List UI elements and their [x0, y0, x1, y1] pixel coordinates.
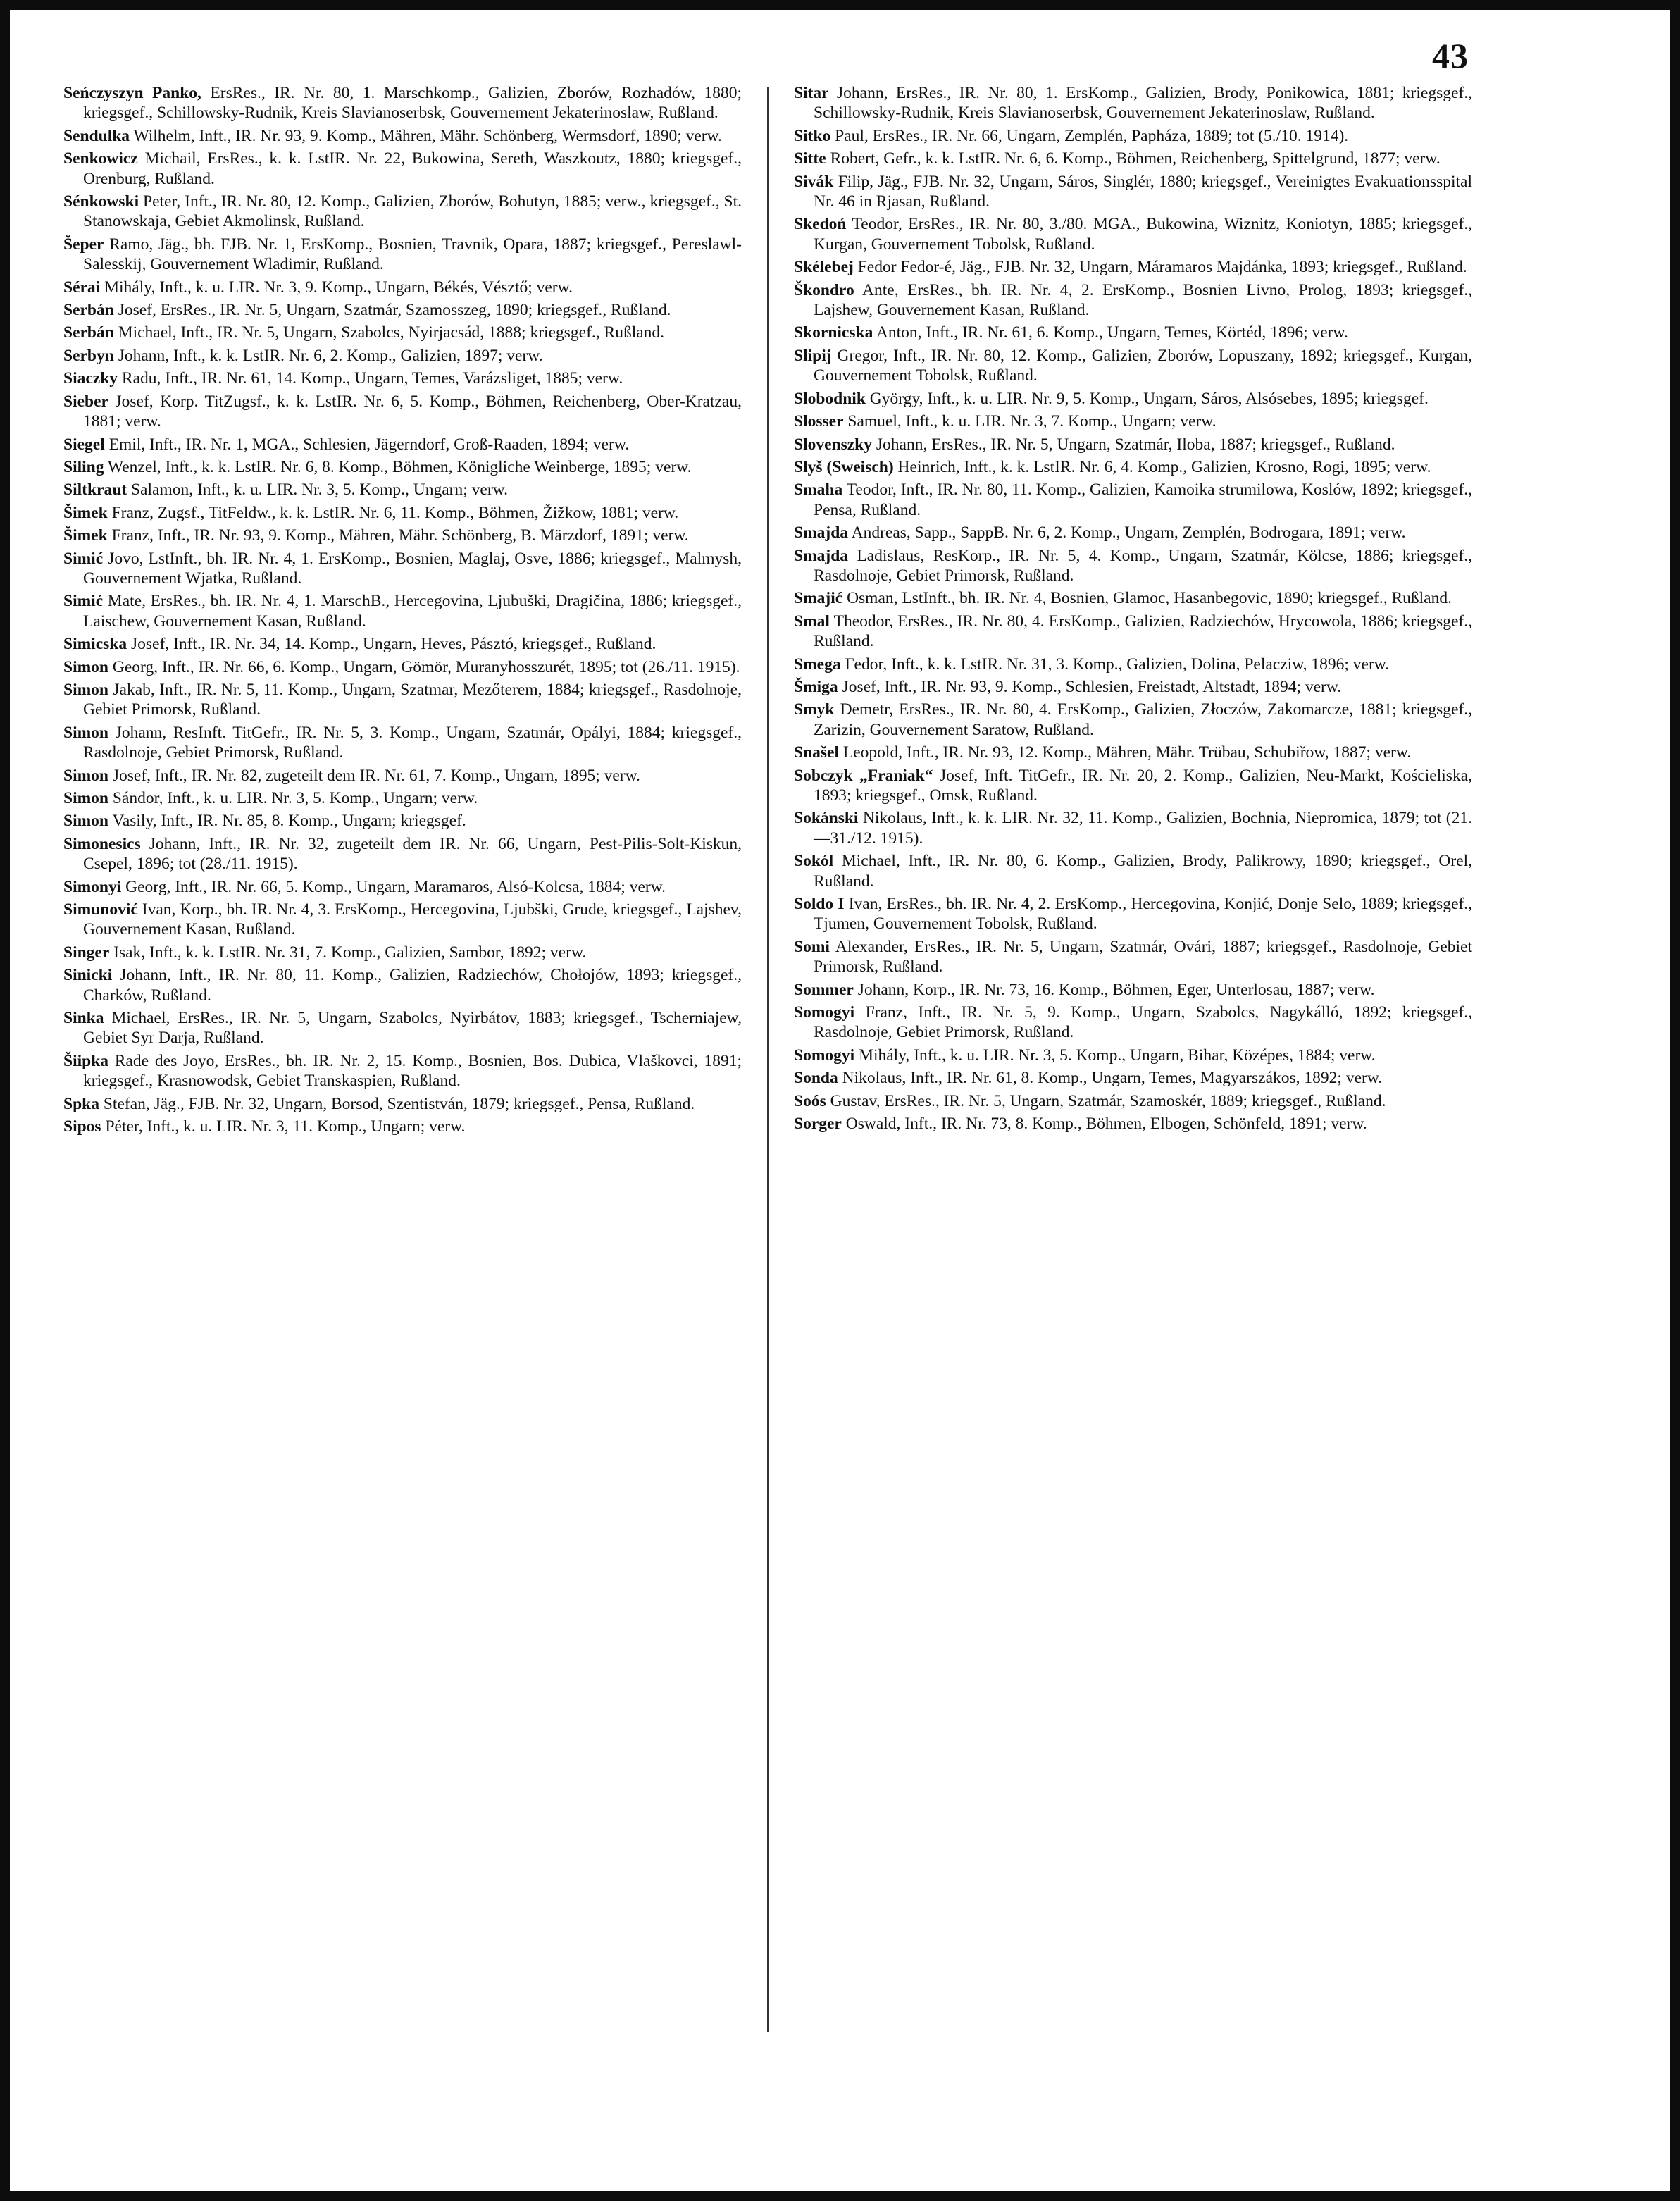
register-entry: [63, 680, 742, 720]
register-entry: [794, 612, 1472, 652]
entry-details: Fedor, Inft., k. k. LstIR. Nr. 31, 3. Komp., Galizien, Dolina, Pelacziw, 1896; verw.: [840, 655, 1390, 674]
entry-details: Filip, Jäg., FJB. Nr. 32, Ungarn, Sáros, Singlér, 1880; kriegsgef., Vereinigtes Evakuationsspital Nr. 46 in Rjasan, Rußland.: [814, 172, 1472, 211]
register-entry: [794, 83, 1472, 123]
register-entry: [63, 300, 742, 320]
entry-surname: Sobczyk „Franiak“: [794, 766, 933, 785]
entry-details: Nikolaus, Inft., IR. Nr. 61, 8. Komp., Ungarn, Temes, Magyarszákos, 1892; verw.: [838, 1069, 1383, 1088]
entry-surname: Skornicska: [794, 323, 873, 342]
entry-details: Vasily, Inft., IR. Nr. 85, 8. Komp., Ungarn; kriegsgef.: [108, 812, 466, 831]
entry-details: Ladislaus, ResKorp., IR. Nr. 5, 4. Komp., Ungarn, Szatmár, Kölcse, 1886; kriegsgef., Rasdolnoje, Gebiet Primorsk, Rußland.: [814, 546, 1472, 585]
entry-surname: Simicska: [63, 635, 127, 654]
entry-surname: Slosser: [794, 412, 844, 431]
entry-details: Johann, ResInft. TitGefr., IR. Nr. 5, 3. Komp., Ungarn, Szatmár, Opályi, 1884; kriegsgef., Rasdolnoje, Gebiet Primorsk, Rußland.: [83, 723, 742, 762]
entry-details: Heinrich, Inft., k. k. LstIR. Nr. 6, 4. Komp., Galizien, Krosno, Rogi, 1895; verw.: [893, 457, 1431, 476]
register-entry: [794, 808, 1472, 848]
register-entry: [794, 257, 1472, 277]
entry-details: Wilhelm, Inft., IR. Nr. 93, 9. Komp., Mähren, Mähr. Schönberg, Wermsdorf, 1890; verw.: [130, 126, 722, 145]
entry-details: Johann, Inft., IR. Nr. 32, zugeteilt dem IR. Nr. 66, Ungarn, Pest-Pilis-Solt-Kiskun, Csepel, 1896; tot (28./11. 1915).: [83, 834, 742, 874]
entry-surname: Simon: [63, 766, 108, 785]
entry-surname: Šimek: [63, 503, 108, 522]
entry-details: Samuel, Inft., k. u. LIR. Nr. 3, 7. Komp., Ungarn; verw.: [843, 412, 1217, 431]
entry-surname: Somi: [794, 937, 830, 956]
entry-details: Andreas, Sapp., SappB. Nr. 6, 2. Komp., Ungarn, Zemplén, Bodrogara, 1891; verw.: [848, 523, 1406, 542]
register-entry: [794, 766, 1472, 806]
entry-surname: Sitte: [794, 149, 826, 168]
entry-surname: Smal: [794, 612, 830, 631]
entry-surname: Sendulka: [63, 126, 130, 145]
register-entry: [63, 1117, 742, 1136]
entry-surname: Siaczky: [63, 369, 118, 388]
entry-surname: Simunović: [63, 900, 138, 919]
register-entry: [63, 723, 742, 763]
entry-details: Rade des Joyo, ErsRes., bh. IR. Nr. 2, 15. Komp., Bosnien, Bos. Dubica, Vlaškovci, 1891; kriegsgef., Krasnowodsk, Gebiet Transkaspien, Rußland.: [83, 1051, 742, 1091]
entry-details: Georg, Inft., IR. Nr. 66, 5. Komp., Ungarn, Maramaros, Alsó-Kolcsa, 1884; verw.: [121, 877, 666, 896]
register-entry: [63, 788, 742, 808]
entry-details: Teodor, Inft., IR. Nr. 80, 11. Komp., Galizien, Kamoika strumilowa, Koslów, 1892; kriegsgef., Pensa, Rußland.: [814, 480, 1472, 519]
entry-surname: Simon: [63, 812, 108, 831]
entry-surname: Smaha: [794, 480, 843, 500]
entry-surname: Šiipka: [63, 1051, 109, 1070]
entry-details: Péter, Inft., k. u. LIR. Nr. 3, 11. Komp., Ungarn; verw.: [101, 1117, 466, 1136]
entry-details: Fedor Fedor-é, Jäg., FJB. Nr. 32, Ungarn, Máramaros Majdánka, 1893; kriegsgef., Rußland.: [853, 258, 1467, 277]
entry-surname: Sivák: [794, 172, 834, 191]
register-entry: [794, 323, 1472, 342]
entry-details: Ivan, ErsRes., bh. IR. Nr. 4, 2. ErsKomp., Hercegovina, Konjić, Donje Selo, 1889; kriegsgef., Tjumen, Gouvernement Tobolsk, Rußland.: [814, 895, 1472, 934]
entry-details: Sándor, Inft., k. u. LIR. Nr. 3, 5. Komp., Ungarn; verw.: [108, 789, 478, 807]
register-entry: [63, 1008, 742, 1048]
entry-surname: Siltkraut: [63, 480, 127, 500]
entry-details: Michael, ErsRes., IR. Nr. 5, Ungarn, Szabolcs, Nyirbátov, 1883; kriegsgef., Tscherniajew, Gebiet Syr Darja, Rußland.: [83, 1009, 742, 1048]
register-entry: [794, 851, 1472, 891]
register-entry: [794, 1068, 1472, 1088]
register-entry: [63, 877, 742, 897]
entry-details: Salamon, Inft., k. u. LIR. Nr. 3, 5. Komp., Ungarn; verw.: [127, 480, 508, 500]
entry-surname: Soldo I: [794, 895, 845, 914]
entry-surname: Serbán: [63, 301, 114, 320]
register-entry: [794, 435, 1472, 454]
entry-details: Georg, Inft., IR. Nr. 66, 6. Komp., Ungarn, Gömör, Muranyhosszurét, 1895; tot (26./11. 1915).: [108, 657, 740, 676]
entry-details: Oswald, Inft., IR. Nr. 73, 8. Komp., Böhmen, Elbogen, Schönfeld, 1891; verw.: [841, 1115, 1367, 1134]
entry-details: Ivan, Korp., bh. IR. Nr. 4, 3. ErsKomp., Hercegovina, Ljubški, Grude, kriegsgef., Lajshev, Gouvernement Kasan, Rußland.: [83, 900, 742, 939]
register-entry: [63, 900, 742, 940]
register-entry: [794, 1046, 1472, 1065]
register-entry: [794, 588, 1472, 608]
register-entry: [794, 980, 1472, 1000]
page-number: 43: [1432, 36, 1469, 75]
entry-details: Michail, ErsRes., k. k. LstIR. Nr. 22, Bukowina, Sereth, Waszkoutz, 1880; kriegsgef., Orenburg, Rußland.: [83, 149, 742, 188]
entry-details: Josef, Inft. TitGefr., IR. Nr. 20, 2. Komp., Galizien, Neu-Markt, Kościeliska, 1893; kriegsgef., Omsk, Rußland.: [814, 766, 1472, 805]
register-entry: [63, 126, 742, 146]
entry-surname: Škondro: [794, 280, 854, 299]
entry-details: Gustav, ErsRes., IR. Nr. 5, Ungarn, Szatmár, Szamoskér, 1889; kriegsgef., Rußland.: [826, 1091, 1386, 1110]
register-entry: [63, 346, 742, 366]
entry-details: Mate, ErsRes., bh. IR. Nr. 4, 1. MarschB., Hercegovina, Ljubuški, Dragičina, 1886; kriegsgef., Laischew, Gouvernement Kasan, Rußland.: [83, 592, 742, 631]
entry-surname: Simonesics: [63, 834, 141, 853]
register-entry: [794, 894, 1472, 934]
register-entry: [63, 392, 742, 432]
entry-details: Franz, Inft., IR. Nr. 5, 9. Komp., Ungarn, Szabolcs, Nagykálló, 1892; kriegsgef., Rasdolnoje, Gebiet Primorsk, Rußland.: [814, 1003, 1472, 1042]
register-entry: [63, 480, 742, 500]
entry-surname: Šeper: [63, 235, 104, 254]
register-entry: [63, 549, 742, 589]
register-entry: [63, 457, 742, 477]
entry-surname: Smajda: [794, 546, 849, 565]
entry-details: Johann, Inft., IR. Nr. 80, 11. Komp., Galizien, Radziechów, Chołojów, 1893; kriegsgef., Charków, Rußland.: [83, 966, 742, 1005]
entry-surname: Šmiga: [794, 677, 838, 696]
entry-surname: Simon: [63, 789, 108, 807]
entry-surname: Slipij: [794, 346, 832, 365]
entry-surname: Sonda: [794, 1069, 838, 1088]
register-entry: [63, 323, 742, 342]
entry-surname: Skélebej: [794, 258, 854, 277]
entry-surname: Slyš (Sweisch): [794, 457, 894, 476]
register-entry: [794, 937, 1472, 977]
register-entry: [63, 657, 742, 677]
register-entry: [794, 457, 1472, 477]
register-entry: [794, 546, 1472, 586]
entry-surname: Sieber: [63, 392, 108, 411]
entry-surname: Šimek: [63, 526, 108, 545]
register-entry: [63, 834, 742, 874]
register-entry: [794, 389, 1472, 409]
entry-details: Johann, Korp., IR. Nr. 73, 16. Komp., Böhmen, Eger, Unterlosau, 1887; verw.: [853, 980, 1375, 999]
entry-details: Radu, Inft., IR. Nr. 61, 14. Komp., Ungarn, Temes, Varázsliget, 1885; verw.: [118, 369, 623, 388]
entry-surname: Sitar: [794, 84, 829, 102]
entry-surname: Sinicki: [63, 966, 113, 985]
entry-details: Peter, Inft., IR. Nr. 80, 12. Komp., Galizien, Zborów, Bohutyn, 1885; verw., kriegsgef., St. Stanowskaja, Gebiet Akmolinsk, Rußland.: [83, 192, 742, 231]
register-entry: [63, 591, 742, 631]
entry-surname: Senkowicz: [63, 149, 138, 168]
register-entry: [63, 766, 742, 786]
entry-surname: Sinka: [63, 1009, 104, 1028]
register-entry: [63, 192, 742, 232]
entry-details: György, Inft., k. u. LIR. Nr. 9, 5. Komp., Ungarn, Sáros, Alsósebes, 1895; kriegsgef.: [865, 389, 1429, 408]
entry-details: Theodor, ErsRes., IR. Nr. 80, 4. ErsKomp., Galizien, Radziechów, Hrycowola, 1886; kriegsgef., Rußland.: [814, 612, 1472, 651]
entry-details: Isak, Inft., k. k. LstIR. Nr. 31, 7. Komp., Galizien, Sambor, 1892; verw.: [109, 943, 587, 962]
register-entry: [794, 126, 1472, 146]
entry-surname: Simić: [63, 592, 104, 611]
entry-details: Osman, LstInft., bh. IR. Nr. 4, Bosnien, Glamoc, Hasanbegovic, 1890; kriegsgef., Rußland.: [842, 589, 1452, 608]
entry-details: Ramo, Jäg., bh. FJB. Nr. 1, ErsKomp., Bosnien, Travnik, Opara, 1887; kriegsgef., Pereslawl-Salesskij, Gouvernement Wladimir, Rußland.: [83, 235, 742, 274]
entry-surname: Singer: [63, 943, 110, 962]
register-entry: [794, 346, 1472, 386]
register-entry: [63, 1051, 742, 1091]
register-entry: [794, 411, 1472, 431]
entry-surname: Soós: [794, 1091, 826, 1110]
entry-surname: Somogyi: [794, 1003, 855, 1022]
register-entry: [794, 743, 1472, 762]
entry-details: Leopold, Inft., IR. Nr. 93, 12. Komp., Mähren, Mähr. Trübau, Schubiřow, 1887; verw.: [839, 743, 1412, 762]
entry-details: Teodor, ErsRes., IR. Nr. 80, 3./80. MGA., Bukowina, Wiznitz, Koniotyn, 1885; kriegsgef., Kurgan, Gouvernement Tobolsk, Rußland.: [814, 215, 1472, 254]
register-entry: [63, 811, 742, 831]
register-entry: [794, 1003, 1472, 1043]
entry-details: Gregor, Inft., IR. Nr. 80, 12. Komp., Galizien, Zborów, Lopuszany, 1892; kriegsgef., Kurgan, Gouvernement Tobolsk, Rußland.: [814, 346, 1472, 385]
entry-details: Stefan, Jäg., FJB. Nr. 32, Ungarn, Borsod, Szentistván, 1879; kriegsgef., Pensa, Rußland.: [99, 1094, 695, 1113]
entry-surname: Skedoń: [794, 215, 847, 234]
entry-details: Josef, Korp. TitZugsf., k. k. LstIR. Nr. 6, 5. Komp., Böhmen, Reichenberg, Ober-Kratzau, 1881; verw.: [83, 392, 742, 431]
entry-surname: Simonyi: [63, 877, 122, 896]
entry-details: Emil, Inft., IR. Nr. 1, MGA., Schlesien, Jägerndorf, Groß-Raaden, 1894; verw.: [104, 435, 630, 454]
entry-surname: Smega: [794, 655, 841, 674]
entry-surname: Serbyn: [63, 346, 114, 365]
register-entry: [794, 280, 1472, 321]
register-entry: [63, 634, 742, 654]
register-entry: [794, 214, 1472, 254]
entry-surname: Sitko: [794, 126, 831, 145]
entry-surname: Sommer: [794, 980, 854, 999]
entry-details: Michael, Inft., IR. Nr. 80, 6. Komp., Galizien, Brody, Palikrowy, 1890; kriegsgef., Orel, Rußland.: [814, 852, 1472, 891]
entry-details: Jovo, LstInft., bh. IR. Nr. 4, 1. ErsKomp., Bosnien, Maglaj, Osve, 1886; kriegsgef., Malmysh, Gouvernement Wjatka, Rußland.: [83, 549, 742, 588]
entry-details: Johann, ErsRes., IR. Nr. 80, 1. ErsKomp., Galizien, Brody, Ponikowica, 1881; kriegsgef., Schillowsky-Rudnik, Kreis Slavianoserbsk, Gouvernement Jekaterinoslaw, Rußland.: [814, 84, 1472, 123]
entry-surname: Sérai: [63, 278, 101, 297]
register-entry: [794, 172, 1472, 212]
entry-surname: Simon: [63, 723, 108, 742]
left-column: [63, 83, 742, 2077]
entry-surname: Serbán: [63, 323, 114, 342]
entry-surname: Seńczyszyn Panko,: [63, 84, 201, 102]
entry-surname: Smajić: [794, 589, 843, 608]
entry-details: Josef, ErsRes., IR. Nr. 5, Ungarn, Szatmár, Szamosszeg, 1890; kriegsgef., Rußland.: [113, 301, 671, 320]
register-entry: [794, 523, 1472, 542]
entry-details: Paul, ErsRes., IR. Nr. 66, Ungarn, Zemplén, Papháza, 1889; tot (5./10. 1914).: [830, 126, 1349, 145]
right-column: [794, 83, 1472, 2077]
column-divider: [767, 87, 769, 2032]
entry-details: Josef, Inft., IR. Nr. 82, zugeteilt dem IR. Nr. 61, 7. Komp., Ungarn, 1895; verw.: [108, 766, 640, 785]
register-entry: [63, 235, 742, 275]
entry-surname: Slobodnik: [794, 389, 866, 408]
entry-surname: Sokánski: [794, 809, 859, 828]
entry-details: Johann, Inft., k. k. LstIR. Nr. 6, 2. Komp., Galizien, 1897; verw.: [113, 346, 543, 365]
register-entry: [63, 526, 742, 545]
entry-surname: Sénkowski: [63, 192, 139, 211]
register-entry: [63, 278, 742, 297]
entry-surname: Siegel: [63, 435, 105, 454]
entry-surname: Sipos: [63, 1117, 101, 1136]
entry-details: Wenzel, Inft., k. k. LstIR. Nr. 6, 8. Komp., Böhmen, Königliche Weinberge, 1895; verw.: [104, 457, 692, 476]
entry-surname: Simon: [63, 680, 108, 699]
register-entry: [794, 677, 1472, 697]
entry-details: Franz, Zugsf., TitFeldw., k. k. LstIR. Nr. 6, 11. Komp., Böhmen, Žižkow, 1881; verw.: [107, 503, 679, 522]
entry-details: Ante, ErsRes., bh. IR. Nr. 4, 2. ErsKomp., Bosnien Livno, Prolog, 1893; kriegsgef., Lajshew, Gouvernement Kasan, Rußland.: [814, 280, 1472, 320]
entry-surname: Somogyi: [794, 1046, 855, 1065]
register-entry: [794, 149, 1472, 168]
entry-surname: Snašel: [794, 743, 839, 762]
register-entry: [63, 943, 742, 962]
entry-surname: Sokól: [794, 852, 834, 871]
entry-surname: Simon: [63, 657, 108, 676]
register-entry: [63, 503, 742, 523]
entry-details: Franz, Inft., IR. Nr. 93, 9. Komp., Mähren, Mähr. Schönberg, B. Märzdorf, 1891; verw.: [107, 526, 689, 545]
register-entry: [794, 1091, 1472, 1111]
entry-details: Alexander, ErsRes., IR. Nr. 5, Ungarn, Szatmár, Ovári, 1887; kriegsgef., Rasdolnoje, Gebiet Primorsk, Rußland.: [814, 937, 1472, 976]
entry-surname: Siling: [63, 457, 104, 476]
entry-details: Jakab, Inft., IR. Nr. 5, 11. Komp., Ungarn, Szatmar, Mezőterem, 1884; kriegsgef., Rasdolnoje, Gebiet Primorsk, Rußland.: [83, 680, 742, 719]
entry-details: Josef, Inft., IR. Nr. 93, 9. Komp., Schlesien, Freistadt, Altstadt, 1894; verw.: [838, 677, 1342, 696]
page-columns: [63, 83, 1472, 2077]
entry-details: Johann, ErsRes., IR. Nr. 5, Ungarn, Szatmár, Iloba, 1887; kriegsgef., Rußland.: [872, 435, 1395, 454]
entry-details: Demetr, ErsRes., IR. Nr. 80, 4. ErsKomp., Galizien, Złoczów, Zakomarcze, 1881; kriegsgef., Zarizin, Gouvernement Saratow, Rußland.: [814, 700, 1472, 739]
entry-details: Robert, Gefr., k. k. LstIR. Nr. 6, 6. Komp., Böhmen, Reichenberg, Spittelgrund, 1877; verw.: [826, 149, 1441, 168]
register-entry: [794, 655, 1472, 674]
register-entry: [63, 83, 742, 123]
register-entry: [63, 435, 742, 454]
entry-details: Mihály, Inft., k. u. LIR. Nr. 3, 9. Komp., Ungarn, Békés, Vésztő; verw.: [100, 278, 573, 297]
register-entry: [63, 368, 742, 388]
entry-details: Michael, Inft., IR. Nr. 5, Ungarn, Szabolcs, Nyirjacsád, 1888; kriegsgef., Rußland.: [113, 323, 665, 342]
entry-surname: Sorger: [794, 1115, 842, 1134]
register-entry: [63, 1094, 742, 1114]
register-entry: [63, 149, 742, 189]
entry-details: Nikolaus, Inft., k. k. LIR. Nr. 32, 11. Komp., Galizien, Bochnia, Niepromica, 1879; tot (21.—31./12. 1915).: [814, 809, 1472, 848]
register-entry: [794, 1114, 1472, 1134]
register-entry: [63, 965, 742, 1005]
entry-details: Josef, Inft., IR. Nr. 34, 14. Komp., Ungarn, Heves, Pásztó, kriegsgef., Rußland.: [127, 635, 657, 654]
entry-details: Mihály, Inft., k. u. LIR. Nr. 3, 5. Komp., Ungarn, Bihar, Középes, 1884; verw.: [854, 1046, 1376, 1065]
entry-surname: Simić: [63, 549, 104, 568]
register-entry: [794, 480, 1472, 520]
entry-surname: Spka: [63, 1094, 99, 1113]
entry-surname: Smajda: [794, 523, 849, 542]
entry-surname: Smyk: [794, 700, 835, 719]
register-entry: [794, 700, 1472, 740]
entry-surname: Slovenszky: [794, 435, 872, 454]
entry-details: Anton, Inft., IR. Nr. 61, 6. Komp., Ungarn, Temes, Körtéd, 1896; verw.: [873, 323, 1348, 342]
entry-details: ErsRes., IR. Nr. 80, 1. Marschkomp., Galizien, Zborów, Rozhadów, 1880; kriegsgef., Schillowsky-Rudnik, Kreis Slavianoserbsk, Gouvernement Jekaterinoslaw, Rußland.: [83, 84, 742, 123]
